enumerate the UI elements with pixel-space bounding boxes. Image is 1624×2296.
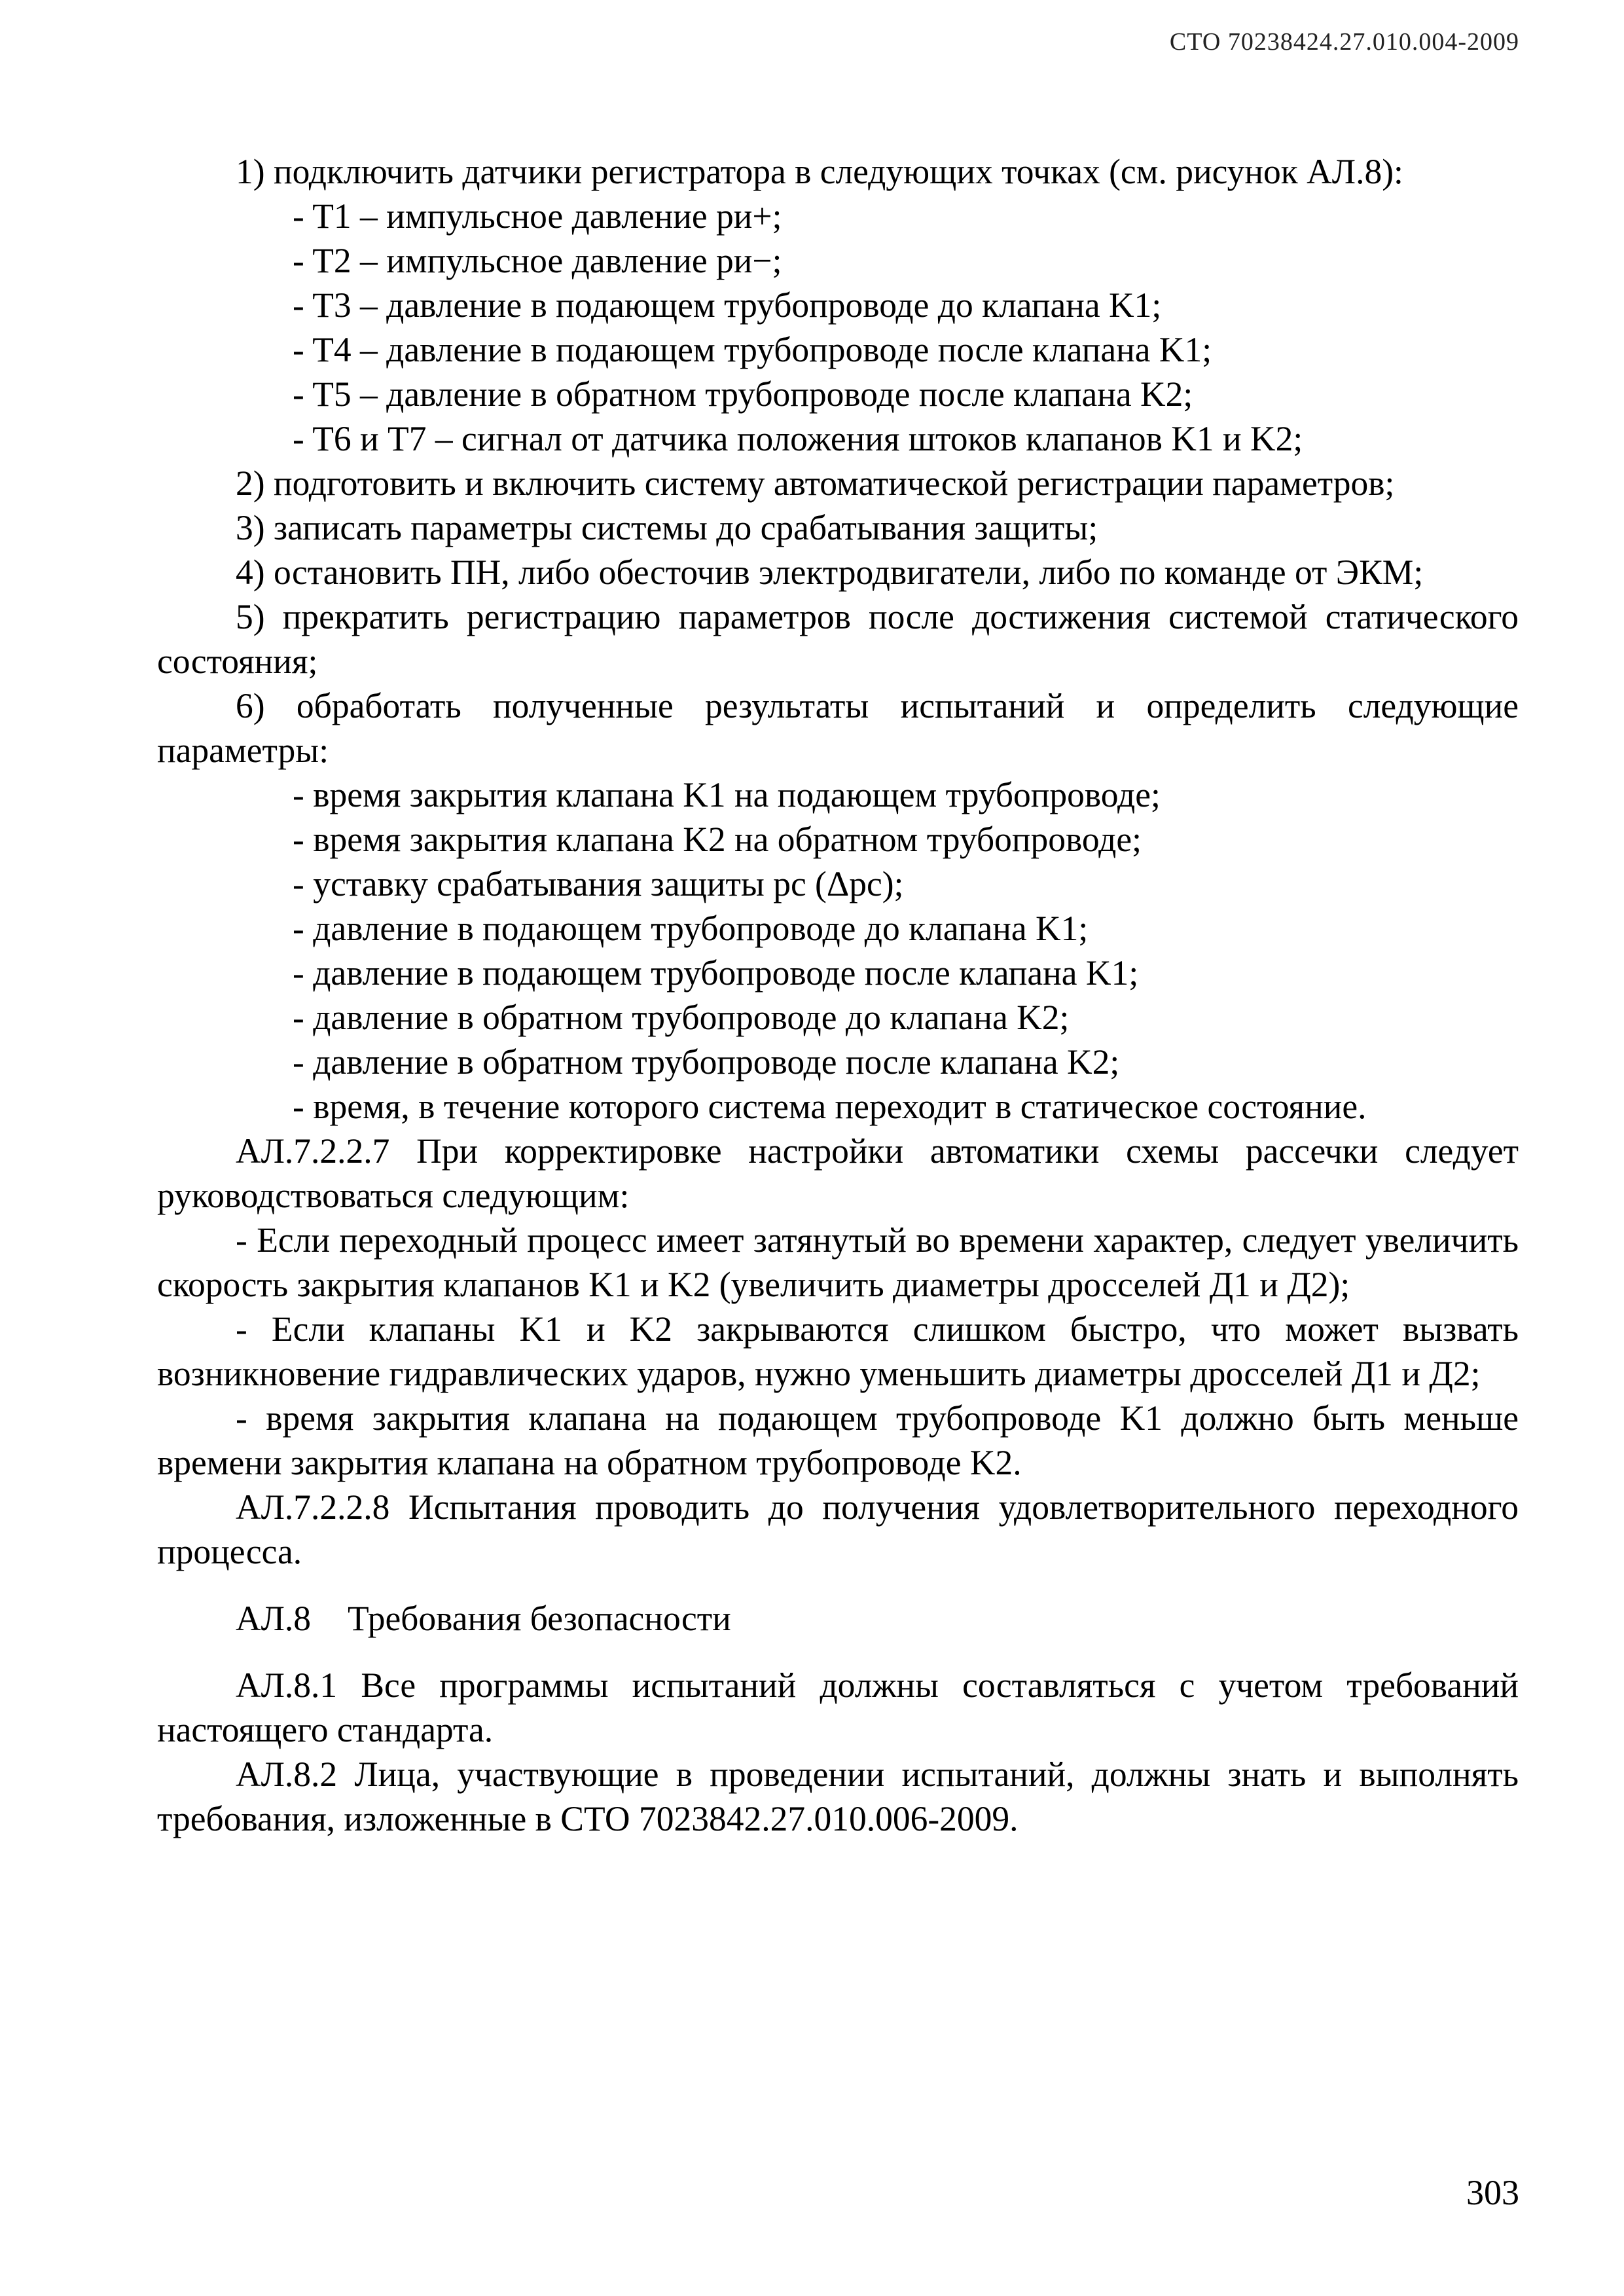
sensor-item: - T5 – давление в обратном трубопроводе после клапана K2; bbox=[293, 374, 1193, 414]
document-code-header: СТО 70238424.27.010.004-2009 bbox=[1169, 28, 1519, 56]
section-title: Требования безопасности bbox=[348, 1599, 731, 1638]
section-heading bbox=[157, 1596, 1519, 1641]
param-item: - время закрытия клапана K1 на подающем трубопроводе; bbox=[293, 775, 1161, 814]
clause-8-1: АЛ.8.1 Все программы испытаний должны составляться с учетом требований настоящего стандарта. bbox=[157, 1666, 1519, 1749]
sensor-item: - T4 – давление в подающем трубопроводе после клапана K1; bbox=[293, 330, 1212, 369]
page-number: 303 bbox=[1466, 2173, 1519, 2212]
step-5: 5) прекратить регистрацию параметров после достижения системой статического состояния; bbox=[157, 597, 1519, 681]
section-number: АЛ.8 bbox=[236, 1599, 312, 1638]
param-item: - давление в подающем трубопроводе после клапана K1; bbox=[293, 953, 1139, 993]
step-1: 1) подключить датчики регистратора в следующих точках (см. рисунок АЛ.8): bbox=[236, 152, 1403, 191]
sensor-item: - T1 – импульсное давление pи+; bbox=[293, 196, 782, 236]
clause-7-2-2-7-item: - Если переходный процесс имеет затянутый во времени характер, следует увеличить скорость закрытия клапанов K1 и K2 (увеличить диаметры дросселей Д1 и Д2); bbox=[157, 1220, 1519, 1304]
step-2: 2) подготовить и включить систему автоматической регистрации параметров; bbox=[236, 464, 1395, 503]
clause-7-2-2-8: АЛ.7.2.2.8 Испытания проводить до получения удовлетворительного переходного процесса. bbox=[157, 1487, 1519, 1571]
sensor-item: - T3 – давление в подающем трубопроводе до клапана K1; bbox=[293, 285, 1162, 325]
clause-7-2-2-7-item: - Если клапаны K1 и K2 закрываются слишком быстро, что может вызвать возникновение гидравлических ударов, нужно уменьшить диаметры дросселей Д1 и Д2; bbox=[157, 1309, 1519, 1393]
param-item: - давление в подающем трубопроводе до клапана K1; bbox=[293, 909, 1089, 948]
step-4: 4) остановить ПН, либо обесточив электродвигатели, либо по команде от ЭКМ; bbox=[236, 553, 1424, 592]
clause-7-2-2-7-item: - время закрытия клапана на подающем трубопроводе K1 должно быть меньше времени закрытия клапана на обратном трубопроводе K2. bbox=[157, 1398, 1519, 1482]
step-6: 6) обработать полученные результаты испытаний и определить следующие параметры: bbox=[157, 686, 1519, 770]
param-item: - время, в течение которого система переходит в статическое состояние. bbox=[293, 1087, 1367, 1126]
sensor-item: - T6 и T7 – сигнал от датчика положения штоков клапанов K1 и K2; bbox=[293, 419, 1303, 458]
param-item: - время закрытия клапана K2 на обратном трубопроводе; bbox=[293, 820, 1142, 859]
step-3: 3) записать параметры системы до срабатывания защиты; bbox=[236, 508, 1098, 547]
param-item: - давление в обратном трубопроводе после клапана K2; bbox=[293, 1042, 1120, 1082]
sensor-item: - T2 – импульсное давление pи−; bbox=[293, 241, 782, 280]
clause-8-2: АЛ.8.2 Лица, участвующие в проведении испытаний, должны знать и выполнять требования, изложенные в СТО 7023842.27.010.006-2009. bbox=[157, 1755, 1519, 1838]
param-item: - уставку срабатывания защиты pс (Δpс); bbox=[293, 864, 904, 903]
document-body bbox=[157, 149, 1519, 1841]
param-item: - давление в обратном трубопроводе до клапана K2; bbox=[293, 998, 1070, 1037]
clause-7-2-2-7: АЛ.7.2.2.7 При корректировке настройки автоматики схемы рассечки следует руководствоваться следующим: bbox=[157, 1131, 1519, 1215]
